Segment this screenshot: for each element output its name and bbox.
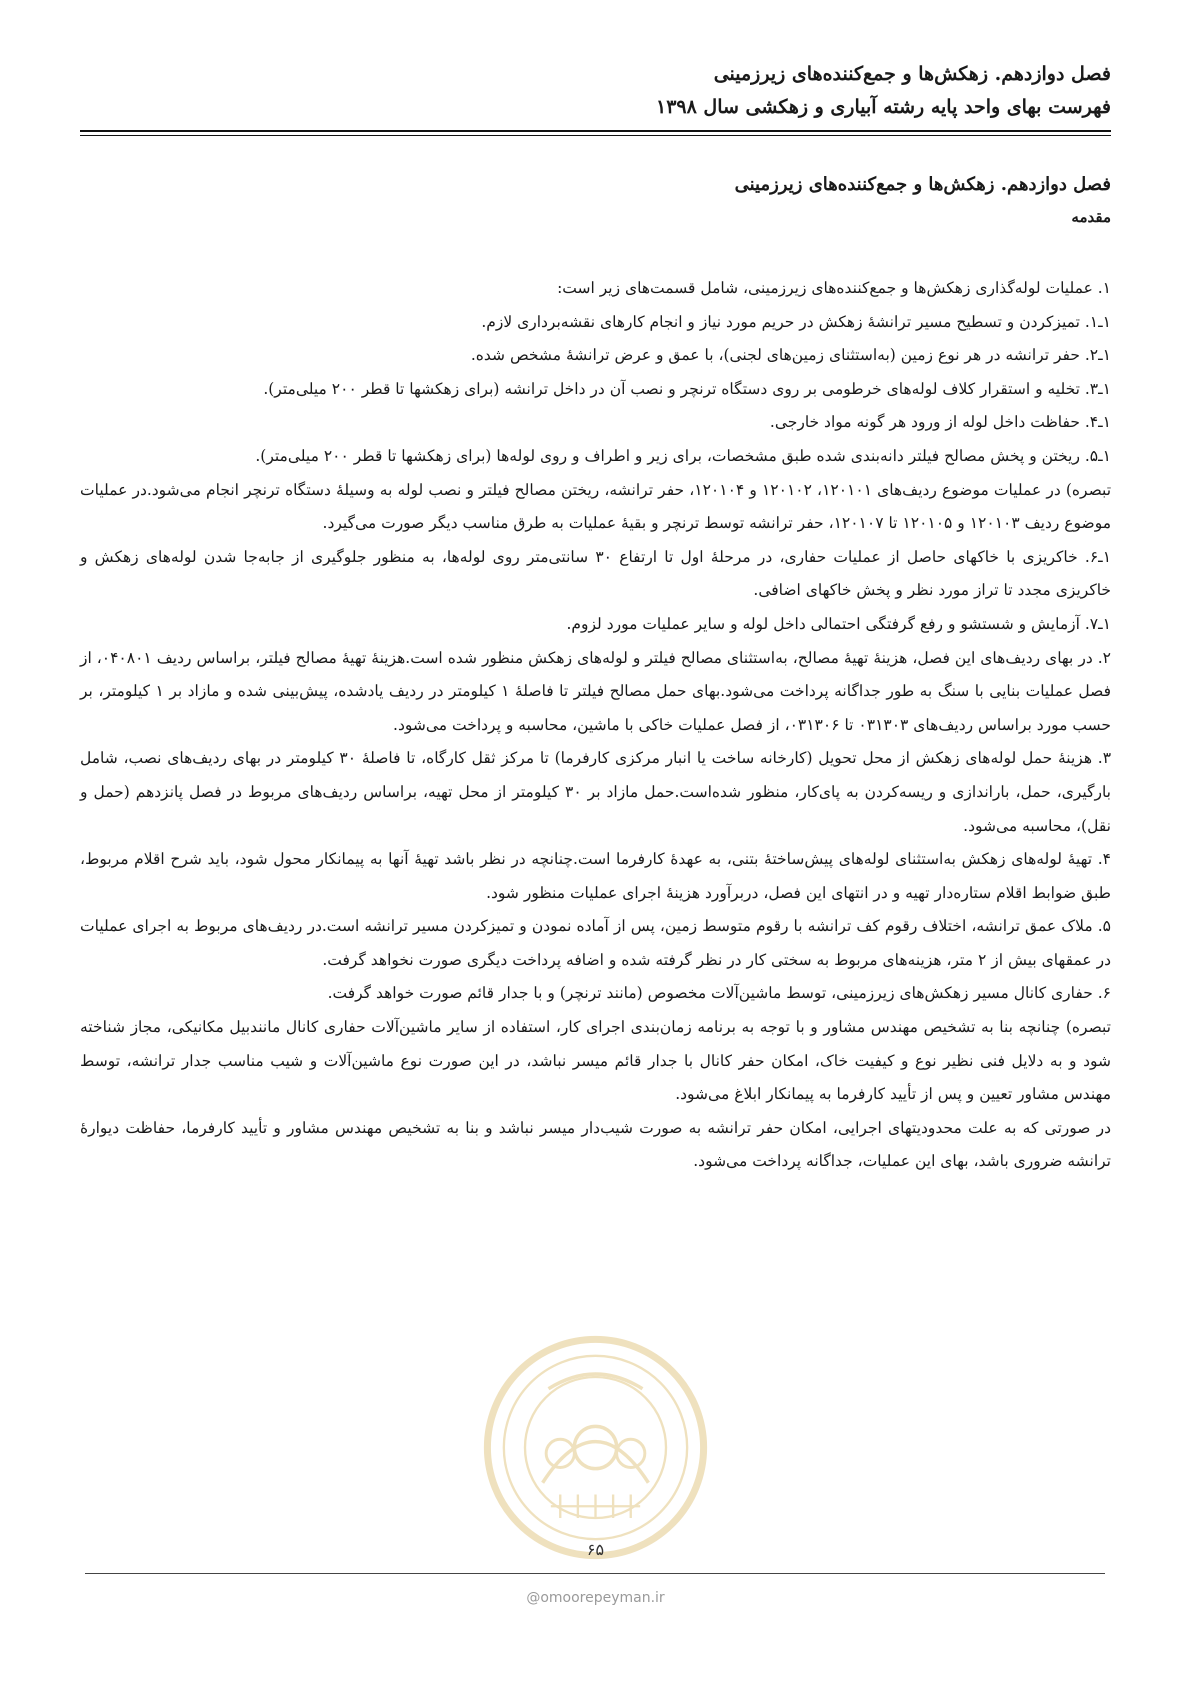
website-watermark: @omoorepeyman.ir	[526, 1590, 665, 1606]
paragraph: ۲. در بهای ردیف‌های این فصل، هزینهٔ تهیهٔ مصالح، به‌استثنای مصالح فیلتر و لوله‌های زهکش منظور شده است.هزینهٔ تهیهٔ مصالح فیلتر، براساس ردیف ۰۴۰۸۰۱، از فصل عملیات بنایی با سنگ به طور جداگانه پرداخت می‌شود.بهای حمل مصالح فیلتر تا فاصلهٔ ۱ کیلومتر در ردیف یادشده، پیش‌بینی شده و مازاد بر ۱ کیلومتر، بر حسب مورد براساس ردیف‌های ۰۳۱۳۰۳ تا ۰۳۱۳۰۶، از فصل عملیات خاکی با ماشین، محاسبه و پرداخت می‌شود.	[80, 648, 1111, 734]
footer-rule	[85, 1573, 1105, 1574]
running-header	[80, 58, 1111, 124]
header-rule-thin	[80, 135, 1111, 136]
paragraph: ۱ـ۷. آزمایش و شستشو و رفع گرفتگی احتمالی داخل لوله و سایر عملیات مورد لزوم.	[566, 614, 1111, 633]
section-title: فصل دوازدهم. زهکش‌ها و جمع‌کننده‌های زیرزمینی	[734, 174, 1111, 195]
paragraph: در صورتی که به علت محدودیتهای اجرایی، امکان حفر ترانشه به صورت شیب‌دار میسر نباشد و بنا به تشخیص مهندس مشاور و تأیید کارفرما، حفاظت دیوارهٔ ترانشه ضروری باشد، بهای این عملیات، جداگانه پرداخت می‌شود.	[80, 1118, 1111, 1171]
paragraph: ۱ـ۳. تخلیه و استقرار کلاف لوله‌های خرطومی بر روی دستگاه ترنچر و نصب آن در داخل ترانشه (برای زهکشها تا قطر ۲۰۰ میلی‌متر).	[263, 379, 1111, 398]
paragraph: ۶. حفاری کانال مسیر زهکش‌های زیرزمینی، توسط ماشین‌آلات مخصوص (مانند ترنچر) و با جدار قائم صورت خواهد گرفت.	[327, 984, 1111, 1003]
paragraph: ۵. ملاک عمق ترانشه، اختلاف رقوم کف ترانشه با رقوم متوسط زمین، پس از آماده نمودن و تمیزکردن مسیر ترانشه است.در ردیف‌های مربوط به اجرای عملیات در عمقهای بیش از ۲ متر، هزینه‌های مربوط به سختی کار در نظر گرفته شده و اضافه پرداخت دیگری صورت نخواهد گرفت.	[80, 917, 1111, 969]
seal-watermark-icon	[478, 1330, 713, 1565]
page-number: ۶۵	[586, 1540, 605, 1559]
paragraph: ۱. عملیات لوله‌گذاری زهکش‌ها و جمع‌کننده‌های زیرزمینی، شامل قسمت‌های زیر است:	[557, 279, 1111, 297]
paragraph: تبصره) چنانچه بنا به تشخیص مهندس مشاور و با توجه به برنامه زمان‌بندی اجرای کار، استفاده از سایر ماشین‌آلات حفاری کانال مانندبیل مکانیکی، مجاز شناخته شود و به دلایل فنی نظیر نوع و کیفیت خاک، امکان حفر کانال با جدار قائم میسر نباشد، در این صورت نوع ماشین‌آلات و شیب مناسب جدار ترانشه، توسط مهندس مشاور تعیین و پس از تأیید کارفرما به پیمانکار ابلاغ می‌شود.	[80, 1018, 1111, 1104]
paragraph: ۳. هزینهٔ حمل لوله‌های زهکش از محل تحویل (کارخانه ساخت یا انبار مرکزی کارفرما) تا مرکز ثقل کارگاه، تا فاصلهٔ ۳۰ کیلومتر در بهای ردیف‌های نصب، شامل بارگیری، حمل، باراندازی و ریسه‌کردن به پای‌کار، منظور شده‌است.حمل مازاد بر ۳۰ کیلومتر از محل تهیه، براساس ردیف‌های مربوط در فصل پانزدهم (حمل و نقل)، محاسبه می‌شود.	[80, 749, 1112, 835]
section-heading	[80, 168, 1111, 232]
paragraph: ۱ـ۵. ریختن و پخش مصالح فیلتر دانه‌بندی شده طبق مشخصات، برای زیر و اطراف و روی لوله‌ها (برای زهکشها تا قطر ۲۰۰ میلی‌متر).	[255, 446, 1111, 465]
header-document-title: فهرست بهای واحد پایه رشته آبیاری و زهکشی سال ۱۳۹۸	[655, 96, 1111, 118]
section-subtitle: مقدمه	[1071, 208, 1111, 226]
body-text	[80, 272, 1111, 1179]
paragraph: تبصره) در عملیات موضوع ردیف‌های ۱۲۰۱۰۱، ۱۲۰۱۰۲ و ۱۲۰۱۰۴، حفر ترانشه، ریختن مصالح فیلتر و نصب لوله به وسیلهٔ دستگاه ترنچر انجام می‌شود.در عملیات موضوع ردیف ۱۲۰۱۰۳ و ۱۲۰۱۰۵ تا ۱۲۰۱۰۷، حفر ترانشه توسط ترنچر و بقیهٔ عملیات به طرق مناسب دیگر صورت می‌گیرد.	[80, 480, 1112, 533]
header-chapter-title: فصل دوازدهم. زهکش‌ها و جمع‌کننده‌های زیرزمینی	[713, 63, 1111, 85]
paragraph: ۱ـ۱. تمیزکردن و تسطیح مسیر ترانشهٔ زهکش در حریم مورد نیاز و انجام کارهای نقشه‌برداری لازم.	[481, 312, 1111, 331]
paragraph: ۱ـ۲. حفر ترانشه در هر نوع زمین (به‌استثنای زمین‌های لجنی)، با عمق و عرض ترانشهٔ مشخص شده.	[470, 346, 1111, 365]
paragraph: ۱ـ۴. حفاظت داخل لوله از ورود هر گونه مواد خارجی.	[769, 413, 1111, 432]
header-rule-thick	[80, 130, 1111, 132]
paragraph: ۴. تهیهٔ لوله‌های زهکش به‌استثنای لوله‌های پیش‌ساختهٔ بتنی، به عهدهٔ کارفرما است.چنانچه در نظر باشد تهیهٔ آنها به پیمانکار محول شود، باید شرح اقلام مربوط، طبق ضوابط اقلام ستاره‌دار تهیه و در انتهای این فصل، دربرآورد هزینهٔ اجرای عملیات منظور شود.	[80, 850, 1111, 902]
paragraph: ۱ـ۶. خاکریزی با خاکهای حاصل از عملیات حفاری، در مرحلهٔ اول تا ارتفاع ۳۰ سانتی‌متر روی لوله‌ها، به منظور جلوگیری از جابه‌جا شدن لوله‌های زهکش و خاکریزی مجدد تا تراز مورد نظر و پخش خاکهای اضافی.	[80, 547, 1112, 600]
